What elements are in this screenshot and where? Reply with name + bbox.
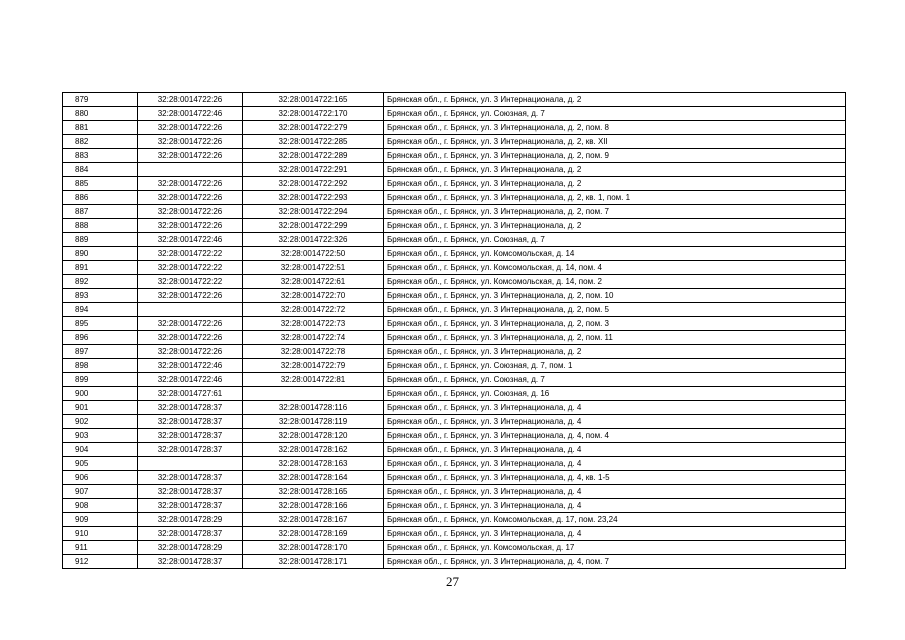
- cadastral-number-cell: 32:28:0014722:74: [243, 331, 384, 345]
- row-number-cell: 895: [63, 317, 138, 331]
- address-cell: Брянская обл., г. Брянск, ул. Комсомольская, д. 14: [384, 247, 846, 261]
- address-cell: Брянская обл., г. Брянск, ул. 3 Интернационала, д. 2: [384, 345, 846, 359]
- cadastral-number-cell: 32:28:0014728:171: [243, 555, 384, 569]
- parent-cadastral-number-cell: 32:28:0014722:22: [138, 247, 243, 261]
- parent-cadastral-number-cell: 32:28:0014728:29: [138, 541, 243, 555]
- cadastral-number-cell: 32:28:0014722:326: [243, 233, 384, 247]
- table-row: [63, 429, 846, 443]
- row-number-cell: 904: [63, 443, 138, 457]
- table-row: [63, 387, 846, 401]
- cadastral-number-cell: 32:28:0014728:164: [243, 471, 384, 485]
- parent-cadastral-number-cell: 32:28:0014722:26: [138, 345, 243, 359]
- cadastral-number-cell: 32:28:0014722:293: [243, 191, 384, 205]
- table-body: [63, 93, 846, 569]
- parent-cadastral-number-cell: 32:28:0014722:26: [138, 317, 243, 331]
- cadastral-number-cell: 32:28:0014722:285: [243, 135, 384, 149]
- address-cell: Брянская обл., г. Брянск, ул. 3 Интернационала, д. 4: [384, 527, 846, 541]
- cadastral-number-cell: 32:28:0014722:279: [243, 121, 384, 135]
- row-number-cell: 881: [63, 121, 138, 135]
- address-cell: Брянская обл., г. Брянск, ул. 3 Интернационала, д. 4: [384, 415, 846, 429]
- table-row: [63, 219, 846, 233]
- table-row: [63, 513, 846, 527]
- parent-cadastral-number-cell: 32:28:0014722:26: [138, 289, 243, 303]
- address-cell: Брянская обл., г. Брянск, ул. Комсомольская, д. 17, пом. 23,24: [384, 513, 846, 527]
- cadastral-number-cell: 32:28:0014728:162: [243, 443, 384, 457]
- address-cell: Брянская обл., г. Брянск, ул. Союзная, д. 7, пом. 1: [384, 359, 846, 373]
- row-number-cell: 879: [63, 93, 138, 107]
- address-cell: Брянская обл., г. Брянск, ул. 3 Интернационала, д. 2, кв. 1, пом. 1: [384, 191, 846, 205]
- row-number-cell: 901: [63, 401, 138, 415]
- parent-cadastral-number-cell: [138, 303, 243, 317]
- row-number-cell: 911: [63, 541, 138, 555]
- address-cell: Брянская обл., г. Брянск, ул. 3 Интернационала, д. 4, пом. 7: [384, 555, 846, 569]
- parent-cadastral-number-cell: 32:28:0014722:46: [138, 359, 243, 373]
- page-number: 27: [446, 574, 459, 589]
- table-row: [63, 247, 846, 261]
- parent-cadastral-number-cell: 32:28:0014728:37: [138, 415, 243, 429]
- row-number-cell: 890: [63, 247, 138, 261]
- cadastral-number-cell: 32:28:0014722:289: [243, 149, 384, 163]
- table-row: [63, 275, 846, 289]
- cadastral-number-cell: 32:28:0014722:170: [243, 107, 384, 121]
- address-cell: Брянская обл., г. Брянск, ул. 3 Интернационала, д. 4: [384, 457, 846, 471]
- cadastral-number-cell: 32:28:0014728:167: [243, 513, 384, 527]
- parent-cadastral-number-cell: [138, 163, 243, 177]
- parent-cadastral-number-cell: 32:28:0014728:37: [138, 555, 243, 569]
- cadastral-number-cell: 32:28:0014728:165: [243, 485, 384, 499]
- address-cell: Брянская обл., г. Брянск, ул. 3 Интернационала, д. 2, пом. 9: [384, 149, 846, 163]
- cadastral-number-cell: 32:28:0014728:170: [243, 541, 384, 555]
- row-number-cell: 894: [63, 303, 138, 317]
- row-number-cell: 891: [63, 261, 138, 275]
- row-number-cell: 885: [63, 177, 138, 191]
- address-cell: Брянская обл., г. Брянск, ул. Союзная, д. 7: [384, 373, 846, 387]
- table-row: [63, 289, 846, 303]
- address-cell: Брянская обл., г. Брянск, ул. 3 Интернационала, д. 4, кв. 1-5: [384, 471, 846, 485]
- row-number-cell: 887: [63, 205, 138, 219]
- table-row: [63, 373, 846, 387]
- parent-cadastral-number-cell: 32:28:0014728:29: [138, 513, 243, 527]
- parent-cadastral-number-cell: 32:28:0014722:26: [138, 149, 243, 163]
- table-row: [63, 107, 846, 121]
- row-number-cell: 898: [63, 359, 138, 373]
- address-cell: Брянская обл., г. Брянск, ул. 3 Интернационала, д. 2: [384, 177, 846, 191]
- table-row: [63, 527, 846, 541]
- cadastral-number-cell: 32:28:0014722:294: [243, 205, 384, 219]
- table-row: [63, 331, 846, 345]
- address-cell: Брянская обл., г. Брянск, ул. 3 Интернационала, д. 4: [384, 443, 846, 457]
- address-cell: Брянская обл., г. Брянск, ул. Комсомольская, д. 14, пом. 2: [384, 275, 846, 289]
- table-row: [63, 457, 846, 471]
- table-row: [63, 401, 846, 415]
- parent-cadastral-number-cell: 32:28:0014722:26: [138, 205, 243, 219]
- parent-cadastral-number-cell: 32:28:0014722:26: [138, 93, 243, 107]
- cadastral-number-cell: 32:28:0014722:70: [243, 289, 384, 303]
- table-row: [63, 471, 846, 485]
- cadastral-number-cell: 32:28:0014722:73: [243, 317, 384, 331]
- parent-cadastral-number-cell: 32:28:0014722:46: [138, 233, 243, 247]
- parent-cadastral-number-cell: 32:28:0014728:37: [138, 471, 243, 485]
- cadastral-number-cell: 32:28:0014728:119: [243, 415, 384, 429]
- row-number-cell: 892: [63, 275, 138, 289]
- row-number-cell: 880: [63, 107, 138, 121]
- row-number-cell: 882: [63, 135, 138, 149]
- cadastral-number-cell: 32:28:0014722:292: [243, 177, 384, 191]
- address-cell: Брянская обл., г. Брянск, ул. 3 Интернационала, д. 2, кв. XII: [384, 135, 846, 149]
- cadastral-number-cell: 32:28:0014722:81: [243, 373, 384, 387]
- row-number-cell: 889: [63, 233, 138, 247]
- cadastral-number-cell: 32:28:0014722:79: [243, 359, 384, 373]
- table-row: [63, 499, 846, 513]
- row-number-cell: 912: [63, 555, 138, 569]
- parent-cadastral-number-cell: 32:28:0014722:26: [138, 177, 243, 191]
- cadastral-number-cell: 32:28:0014722:78: [243, 345, 384, 359]
- cadastral-number-cell: 32:28:0014728:120: [243, 429, 384, 443]
- table-row: [63, 135, 846, 149]
- row-number-cell: 909: [63, 513, 138, 527]
- cadastral-number-cell: 32:28:0014722:299: [243, 219, 384, 233]
- cadastral-number-cell: 32:28:0014722:51: [243, 261, 384, 275]
- row-number-cell: 888: [63, 219, 138, 233]
- address-cell: Брянская обл., г. Брянск, ул. Комсомольская, д. 17: [384, 541, 846, 555]
- table-row: [63, 317, 846, 331]
- row-number-cell: 908: [63, 499, 138, 513]
- address-cell: Брянская обл., г. Брянск, ул. 3 Интернационала, д. 2, пом. 8: [384, 121, 846, 135]
- table-row: [63, 177, 846, 191]
- cadastral-number-cell: 32:28:0014722:50: [243, 247, 384, 261]
- row-number-cell: 903: [63, 429, 138, 443]
- cadastral-register-table: [62, 92, 846, 569]
- table-row: [63, 191, 846, 205]
- table-row: [63, 359, 846, 373]
- parent-cadastral-number-cell: 32:28:0014728:37: [138, 401, 243, 415]
- row-number-cell: 902: [63, 415, 138, 429]
- row-number-cell: 884: [63, 163, 138, 177]
- cadastral-number-cell: 32:28:0014728:116: [243, 401, 384, 415]
- table-row: [63, 485, 846, 499]
- cadastral-number-cell: 32:28:0014722:165: [243, 93, 384, 107]
- cadastral-number-cell: 32:28:0014728:166: [243, 499, 384, 513]
- parent-cadastral-number-cell: 32:28:0014722:46: [138, 107, 243, 121]
- cadastral-number-cell: 32:28:0014722:291: [243, 163, 384, 177]
- row-number-cell: 893: [63, 289, 138, 303]
- table-row: [63, 233, 846, 247]
- address-cell: Брянская обл., г. Брянск, ул. Союзная, д. 7: [384, 233, 846, 247]
- cadastral-number-cell: 32:28:0014728:163: [243, 457, 384, 471]
- parent-cadastral-number-cell: 32:28:0014722:22: [138, 261, 243, 275]
- table-row: [63, 163, 846, 177]
- parent-cadastral-number-cell: 32:28:0014722:26: [138, 135, 243, 149]
- address-cell: Брянская обл., г. Брянск, ул. Союзная, д. 7: [384, 107, 846, 121]
- cadastral-number-cell: [243, 387, 384, 401]
- parent-cadastral-number-cell: 32:28:0014728:37: [138, 429, 243, 443]
- parent-cadastral-number-cell: 32:28:0014722:26: [138, 331, 243, 345]
- row-number-cell: 900: [63, 387, 138, 401]
- address-cell: Брянская обл., г. Брянск, ул. 3 Интернационала, д. 2, пом. 7: [384, 205, 846, 219]
- table-row: [63, 345, 846, 359]
- row-number-cell: 897: [63, 345, 138, 359]
- address-cell: Брянская обл., г. Брянск, ул. 3 Интернационала, д. 2, пом. 3: [384, 317, 846, 331]
- cadastral-number-cell: 32:28:0014722:72: [243, 303, 384, 317]
- parent-cadastral-number-cell: 32:28:0014722:26: [138, 219, 243, 233]
- parent-cadastral-number-cell: 32:28:0014722:22: [138, 275, 243, 289]
- row-number-cell: 906: [63, 471, 138, 485]
- address-cell: Брянская обл., г. Брянск, ул. 3 Интернационала, д. 2: [384, 93, 846, 107]
- table-row: [63, 93, 846, 107]
- table-row: [63, 205, 846, 219]
- address-cell: Брянская обл., г. Брянск, ул. 3 Интернационала, д. 2: [384, 219, 846, 233]
- parent-cadastral-number-cell: 32:28:0014728:37: [138, 485, 243, 499]
- parent-cadastral-number-cell: 32:28:0014727:61: [138, 387, 243, 401]
- table-row: [63, 541, 846, 555]
- row-number-cell: 883: [63, 149, 138, 163]
- address-cell: Брянская обл., г. Брянск, ул. 3 Интернационала, д. 2, пом. 10: [384, 289, 846, 303]
- address-cell: Брянская обл., г. Брянск, ул. 3 Интернационала, д. 4: [384, 485, 846, 499]
- address-cell: Брянская обл., г. Брянск, ул. 3 Интернационала, д. 2, пом. 5: [384, 303, 846, 317]
- parent-cadastral-number-cell: 32:28:0014728:37: [138, 527, 243, 541]
- table-row: [63, 555, 846, 569]
- table-row: [63, 261, 846, 275]
- address-cell: Брянская обл., г. Брянск, ул. 3 Интернационала, д. 4: [384, 499, 846, 513]
- cadastral-number-cell: 32:28:0014728:169: [243, 527, 384, 541]
- parent-cadastral-number-cell: 32:28:0014722:46: [138, 373, 243, 387]
- row-number-cell: 899: [63, 373, 138, 387]
- address-cell: Брянская обл., г. Брянск, ул. 3 Интернационала, д. 2, пом. 11: [384, 331, 846, 345]
- parent-cadastral-number-cell: 32:28:0014728:37: [138, 499, 243, 513]
- parent-cadastral-number-cell: 32:28:0014722:26: [138, 191, 243, 205]
- table-row: [63, 149, 846, 163]
- address-cell: Брянская обл., г. Брянск, ул. 3 Интернационала, д. 2: [384, 163, 846, 177]
- table-row: [63, 303, 846, 317]
- table-row: [63, 121, 846, 135]
- row-number-cell: 886: [63, 191, 138, 205]
- address-cell: Брянская обл., г. Брянск, ул. 3 Интернационала, д. 4: [384, 401, 846, 415]
- parent-cadastral-number-cell: 32:28:0014722:26: [138, 121, 243, 135]
- cadastral-number-cell: 32:28:0014722:61: [243, 275, 384, 289]
- parent-cadastral-number-cell: [138, 457, 243, 471]
- row-number-cell: 910: [63, 527, 138, 541]
- table-row: [63, 415, 846, 429]
- address-cell: Брянская обл., г. Брянск, ул. Союзная, д. 16: [384, 387, 846, 401]
- address-cell: Брянская обл., г. Брянск, ул. Комсомольская, д. 14, пом. 4: [384, 261, 846, 275]
- row-number-cell: 907: [63, 485, 138, 499]
- row-number-cell: 896: [63, 331, 138, 345]
- address-cell: Брянская обл., г. Брянск, ул. 3 Интернационала, д. 4, пом. 4: [384, 429, 846, 443]
- parent-cadastral-number-cell: 32:28:0014728:37: [138, 443, 243, 457]
- table-row: [63, 443, 846, 457]
- row-number-cell: 905: [63, 457, 138, 471]
